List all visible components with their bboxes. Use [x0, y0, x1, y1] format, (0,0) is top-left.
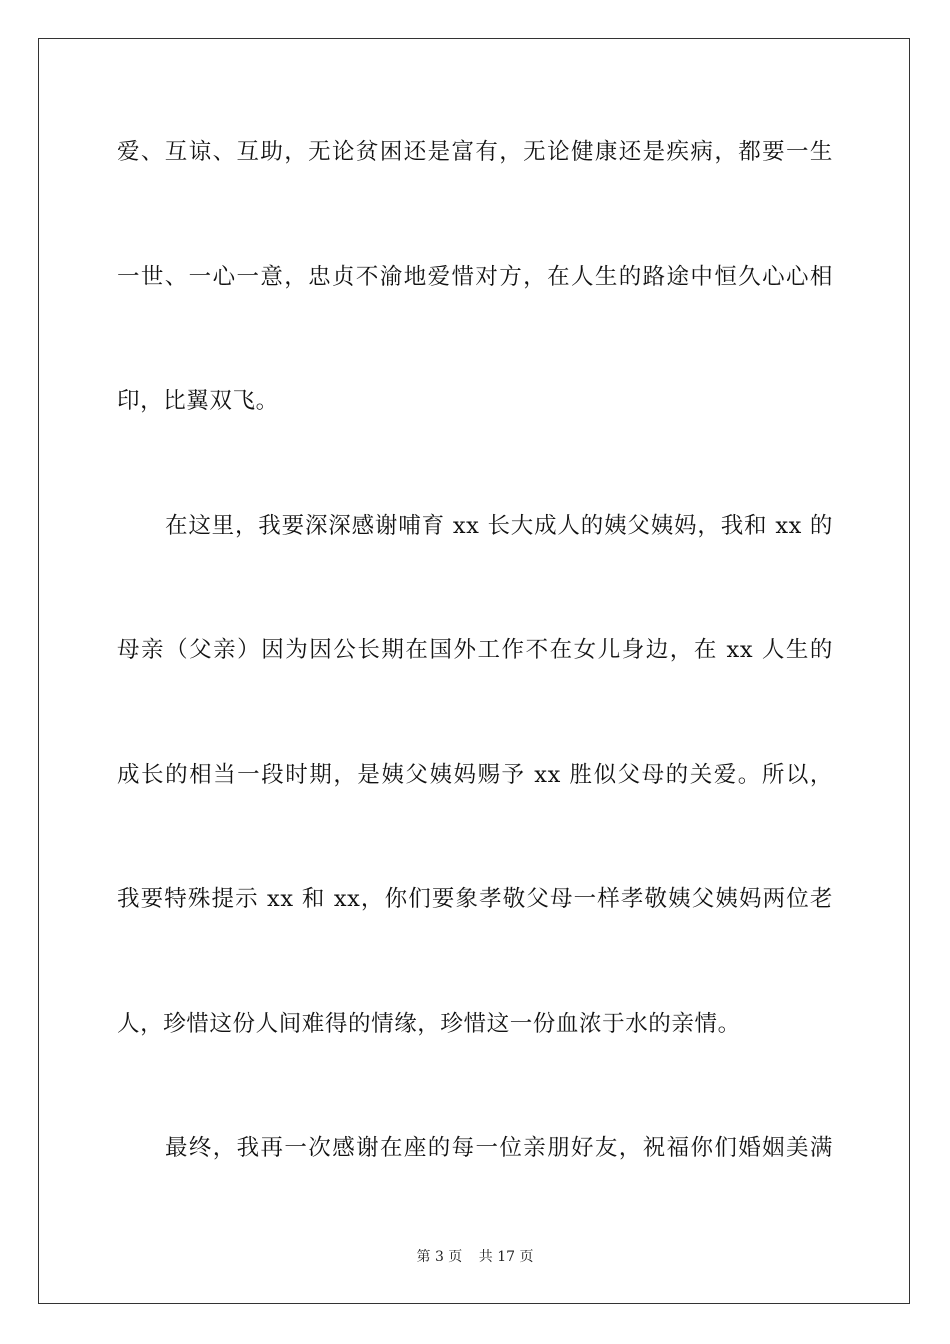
body-text-line: 爱、互谅、互助，无论贫困还是富有，无论健康还是疾病，都要一生 [117, 139, 833, 165]
page-footer [0, 1248, 950, 1266]
page-border [38, 38, 910, 1304]
page-total: 共 17 页 [478, 1249, 534, 1265]
paragraph-start-line: 最终，我再一次感谢在座的每一位亲朋好友，祝福你们婚姻美满 [165, 1135, 833, 1161]
body-text-line: 人，珍惜这份人间难得的情缘，珍惜这一份血浓于水的亲情。 [117, 1011, 741, 1037]
body-text-line: 一世、一心一意，忠贞不渝地爱惜对方，在人生的路途中恒久心心相 [117, 264, 833, 290]
page-number: 第 3 页 [416, 1249, 463, 1265]
body-text-line: 母亲（父亲）因为因公长期在国外工作不在女儿身边，在 xx 人生的 [117, 637, 833, 663]
body-text-line: 成长的相当一段时期，是姨父姨妈赐予 xx 胜似父母的关爱。所以， [117, 762, 833, 788]
body-text-line: 印，比翼双飞。 [117, 388, 279, 414]
paragraph-start-line: 在这里，我要深深感谢哺育 xx 长大成人的姨父姨妈，我和 xx 的 [165, 513, 833, 539]
body-text-line: 我要特殊提示 xx 和 xx，你们要象孝敬父母一样孝敬姨父姨妈两位老 [117, 886, 833, 912]
